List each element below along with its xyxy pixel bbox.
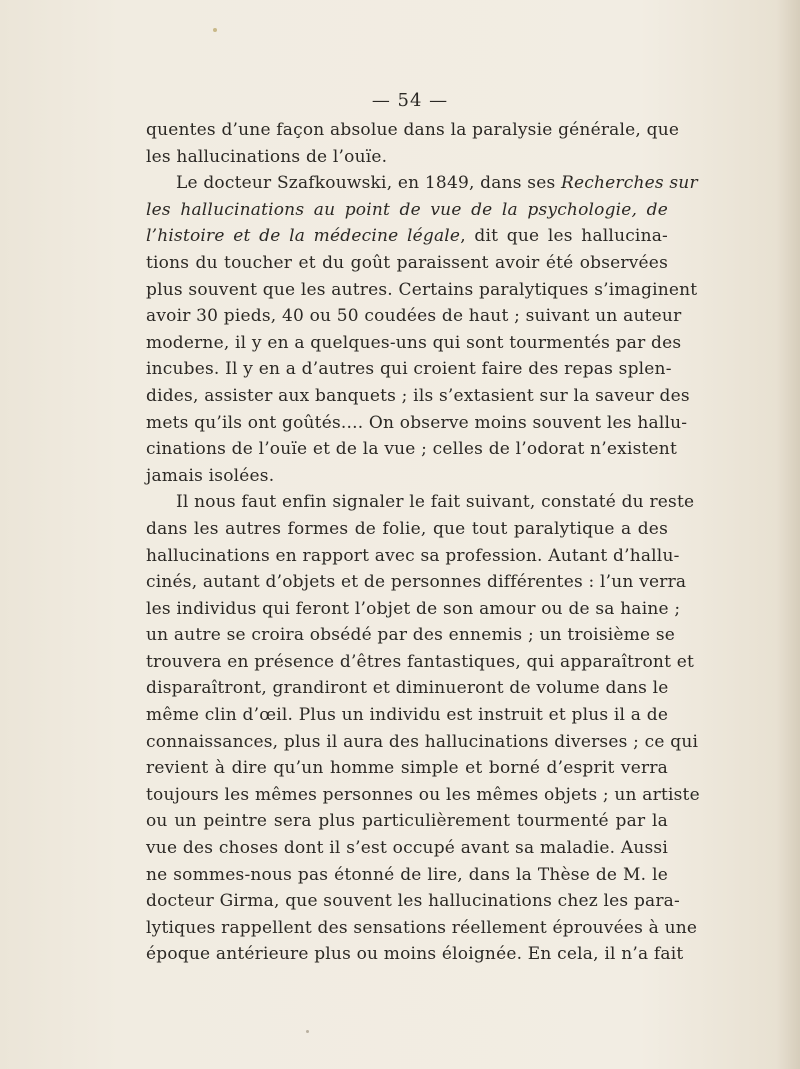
text-line (146, 383, 690, 410)
text-line (146, 888, 680, 915)
italic-text: les hallucinations au point de vue de la psychologie, de (146, 199, 668, 220)
text-run: époque antérieure plus ou moins éloignée. En cela, il n’a fait (146, 944, 684, 965)
text-run: disparaîtront, grandiront et diminueront de volume dans le (146, 678, 669, 699)
text-run: dans les autres formes de folie, que tout paralytique a des (146, 518, 668, 539)
text-run: ou un peintre sera plus particulièrement tourmenté par la (146, 811, 668, 832)
italic-text: l’histoire et de la médecine légale (146, 226, 461, 247)
text-line (146, 489, 695, 516)
text-line (146, 649, 694, 676)
text-line (146, 675, 668, 702)
text-run: Il nous faut enfin signaler le fait suivant, constaté du reste (176, 492, 695, 513)
text-run: même clin d’œil. Plus un individu est instruit et plus il a de (146, 705, 669, 726)
text-line (146, 808, 668, 835)
paper-speck (213, 28, 217, 32)
text-run: ne sommes-nous pas étonné de lire, dans la Thèse de M. le (146, 864, 668, 885)
text-line (146, 197, 668, 224)
text-run: les hallucinations de l’ouïe. (146, 146, 388, 167)
text-line (146, 569, 687, 596)
text-line (146, 702, 668, 729)
text-run: lytiques rappellent des sensations réellement éprouvées à une (146, 917, 698, 938)
text-run: vue des choses dont il s’est occupé avant sa maladie. Aussi (146, 838, 668, 859)
text-run: toujours les mêmes personnes ou les mêmes objets ; un artiste (146, 784, 700, 805)
text-line (146, 729, 699, 756)
text-run: jamais isolées. (146, 465, 275, 486)
text-run: docteur Girma, que souvent les hallucinations chez les para- (146, 891, 680, 912)
text-run: un autre se croira obsédé par des ennemis ; un troisième se (146, 625, 676, 646)
text-run: quentes d’une façon absolue dans la paralysie générale, que (146, 120, 680, 140)
text-run: hallucinations en rapport avec sa profession. Autant d’hallu- (146, 545, 680, 566)
text-line (146, 330, 682, 357)
text-run: moderne, il y en a quelques-uns qui sont tourmentés par des (146, 332, 682, 353)
text-line (146, 463, 668, 490)
text-run: incubes. Il y en a d’autres qui croient faire des repas splen- (146, 359, 672, 380)
text-run: cinés, autant d’objets et de personnes différentes : l’un verra (146, 572, 687, 593)
paper-speck (306, 1030, 309, 1033)
text-line (146, 596, 681, 623)
text-line (146, 516, 668, 543)
text-line (146, 170, 698, 197)
italic-text: Recherches sur (561, 173, 698, 194)
text-run: Le docteur Szafkouwski, en 1849, dans ses (176, 173, 561, 194)
text-line (146, 356, 672, 383)
text-line (146, 835, 668, 862)
text-line (146, 223, 668, 250)
text-run: mets qu’ils ont goûtés.... On observe moins souvent les hallu- (146, 412, 688, 433)
body-text (146, 117, 700, 968)
text-line (146, 277, 698, 304)
text-line (146, 144, 668, 171)
text-run: trouvera en présence d’êtres fantastiques, qui apparaîtront et (146, 651, 694, 672)
text-run: dides, assister aux banquets ; ils s’extasient sur la saveur des (146, 385, 690, 406)
text-run: plus souvent que les autres. Certains paralytiques s’imaginent (146, 279, 698, 300)
text-line (146, 250, 668, 277)
text-run: , dit que les hallucina- (460, 226, 668, 247)
text-line (146, 755, 668, 782)
text-line (146, 117, 680, 144)
text-line (146, 303, 682, 330)
text-line (146, 622, 676, 649)
text-run: avoir 30 pieds, 40 ou 50 coudées de haut ; suivant un auteur (146, 306, 682, 327)
text-run: revient à dire qu’un homme simple et borné d’esprit verra (146, 758, 668, 779)
text-line (146, 410, 688, 437)
text-run: connaissances, plus il aura des hallucinations diverses ; ce qui (146, 731, 699, 752)
text-line (146, 941, 684, 968)
text-run: cinations de l’ouïe et de la vue ; celles de l’odorat n’existent (146, 439, 677, 460)
text-line (146, 782, 700, 809)
text-line (146, 862, 668, 889)
text-run: les individus qui feront l’objet de son amour ou de sa haine ; (146, 598, 681, 619)
text-line (146, 543, 680, 570)
text-run: tions du toucher et du goût paraissent avoir été observées (146, 252, 668, 273)
page-number: — 54 — (371, 90, 449, 111)
text-line (146, 915, 698, 942)
text-line (146, 436, 677, 463)
